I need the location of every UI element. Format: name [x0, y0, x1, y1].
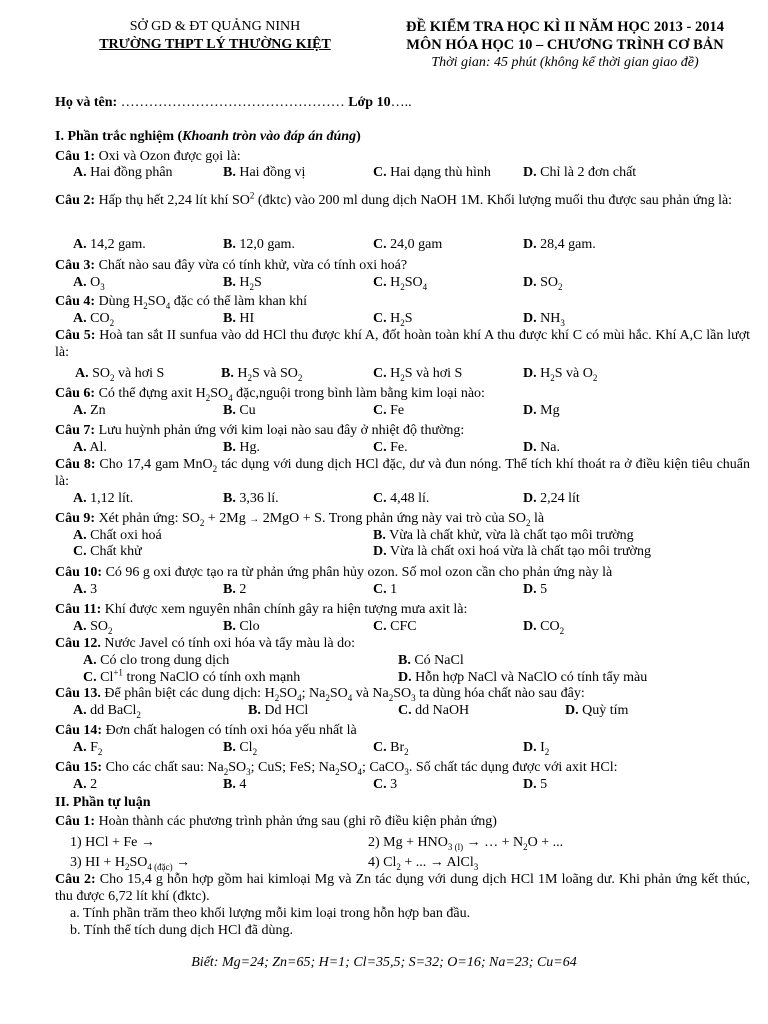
question-2: Câu 2: Hấp thụ hết 2,24 lít khí $SO^2$ (đktc) vào 200 ml dung dịch NaOH 1M. Khối lượng muối thu được sau phản ứng là:: [55, 190, 733, 208]
question-12: Câu 12. Nước Javel có tính oxi hóa và tẩy màu là do:: [55, 636, 355, 651]
question-4: Câu 4: Dùng $H_2SO_4$ đặc có thể làm khan khí: [55, 294, 308, 311]
student-info-line: Họ và tên: ………………………………………… Lớp 10…..: [55, 95, 412, 110]
exam-header: [380, 18, 750, 72]
exam-time: Thời gian: 45 phút (không kể thời gian giao đề): [431, 55, 699, 70]
exam-page: SỞ GD & ĐT QUẢNG NINH TRƯỜNG THPT LÝ THƯỜNG KIỆT ĐỀ KIỂM TRA HỌC KÌ II NĂM HỌC 2013 - 2014 MÔN HÓA HỌC 10 – CHƯƠNG TRÌNH CƠ BẢN Thời gian: 45 phút (không kể thời gian giao đề) Họ và tên: ………………………………………… Lớp 10….. I. Phần trắc nghiệm (Khoanh tròn vào đáp án đúng) Câu 1: Oxi và Ozon được gọi là: A. Hai đồng phân B. Hai đồng vị C. Hai dạng thù hình D. Chỉ là 2 đơn chất Câu 2: Hấp thụ hết 2,24 lít khí $SO^2$ (đktc) vào 200 ml dung dịch NaOH 1M. Khối lượng muối thu được sau phản ứng là: A. 14,2 gam. B. 12,0 gam. C. 24,0 gam D. 28,4 gam. Câu 3: Chất nào sau đây vừa có tính khử, vừa có tính oxi hoá? A. $O_3$ B. $H_2S$ C. $H_2SO_4$ D. $SO_2$ Câu 4: Dùng $H_2SO_4$ đặc có thể làm khan khí A. $CO_2$ B. HI C. $H_2S$ D. $NH_3$ Câu 5: Hoà tan sắt II sunfua vào dd HCl thu được khí A, đốt hoàn toàn khí A thu được khí C có mùi hắc. Khí A,C lần lượt là: A. $SO_2$ và hơi S B. $H_2S$ và $SO_2$ C. $H_2S$ và hơi S D. $H_2S$ và $O_2$ Câu 6: Có thể đựng axit $H_2SO_4$ đặc,nguội trong bình làm bằng kim loại nào: A. Zn B. Cu C. Fe D. Mg Câu 7: Lưu huỳnh phản ứng với kim loại nào sau đây ở nhiệt độ thường: A. Al. B. Hg. C. Fe. D. Na. Câu 8: Cho 17,4 gam MnO$_2$ tác dụng với dung dịch HCl đặc, dư và đun nóng. Thể tích khí thoát ra ở điều kiện tiêu chuẩn là: A. 1,12 lít. B. 3,36 lí. C. 4,48 lí. D. 2,24 lít Câu 9: Xét phản ứng: $SO_2 + 2Mg \to 2MgO + S$. Trong phản ứng này vai trò của $SO_2$ là A. Chất oxi hoá B. Vừa là chất khử, vừa là chất tạo môi trường C. Chất khử D. Vừa là chất oxi hoá vừa là chất tạo môi trường Câu 10: Có 96 g oxi được tạo ra từ phản ứng phân hủy ozon. Số mol ozon cần cho phản ứng này là A. 3 B. 2 C. 1 D. 5 Câu 11: Khí được xem nguyên nhân chính gây ra hiện tượng mưa axit là: A. $SO_2$ B. Clo C. CFC D. $CO_2$ Câu 12. Nước Javel có tính oxi hóa và tẩy màu là do: A. Có clo trong dung dịch B. Có NaCl C. $Cl^{+1}$ trong NaClO có tính oxh mạnh D. Hỗn hợp NaCl và NaClO có tính tẩy màu Câu 13. Để phân biệt các dung dịch: $H_2SO_4$; $Na_2SO_4$ và $Na_2SO_3$ ta dùng hóa chất nào sau đây: A. dd BaCl$_2$ B. Dd HCl C. dd NaOH D. Quỳ tím Câu 14: Đơn chất halogen có tính oxi hóa yếu nhất là A. $F_2$ B. $Cl_2$ C. $Br_2$ D. $I_2$ Câu 15: Cho các chất sau: $Na_2SO_3$; CuS; FeS; $Na_2SO_4$; CaCO$_3$. Số chất tác dụng được với axit HCl: A. 2 B. 4 C. 3 D. 5 II. Phần tự luận Câu 1: Hoàn thành các phương trình phản ứng sau (ghi rõ điều kiện phản ứng) 1) HCl + Fe → 2) $Mg + HNO_{3 (l)}$ → … + $N_2O$ + ... 3) HI + $H_2SO_{4 (đặc)}$ → 4) $Cl_2$ + ... → AlCl$_3$ Câu 2: Cho 15,4 g hỗn hợp gồm hai kimloại Mg và Zn tác dụng với dung dịch HCl 1M loãng dư. Khi phản ứng kết thúc, thu được 6,72 lít khí (đktc). a. Tính phần trăm theo khối lượng mỗi kim loại trong hỗn hợp ban đầu. b. Tính thể tích dung dịch HCl đã dùng. Biết: Mg=24; Zn=65; H=1; Cl=35,5; S=32; O=16; Na=23; Cu=64: [0, 0, 768, 1024]
question-1: Câu 1: Oxi và Ozon được gọi là:: [55, 149, 241, 164]
department-name: SỞ GD & ĐT QUẢNG NINH: [129, 19, 301, 34]
essay-question-2b: b. Tính thể tích dung dịch HCl đã dùng.: [70, 923, 293, 938]
question-8: Câu 8: Cho 17,4 gam MnO$_2$ tác dụng với dung dịch HCl đặc, dư và đun nóng. Thể tích khí thoát ra ở điều kiện tiêu chuẩn là:: [55, 457, 751, 489]
question-13: Câu 13. Để phân biệt các dung dịch: $H_2SO_4$; $Na_2SO_4$ và $Na_2SO_3$ ta dùng hóa chất nào sau đây:: [55, 686, 585, 703]
school-name: TRƯỜNG THPT LÝ THƯỜNG KIỆT: [99, 37, 331, 52]
part2-title: II. Phần tự luận: [55, 795, 151, 810]
exam-title: ĐỀ KIỂM TRA HỌC KÌ II NĂM HỌC 2013 - 2014: [406, 19, 724, 35]
question-6: Câu 6: Có thể đựng axit $H_2SO_4$ đặc,nguội trong bình làm bằng kim loại nào:: [55, 386, 485, 403]
question-9: Câu 9: Xét phản ứng: $SO_2 + 2Mg \to 2MgO + S$. Trong phản ứng này vai trò của $SO_2$ là: [55, 511, 545, 528]
atomic-mass-note: Biết: Mg=24; Zn=65; H=1; Cl=35,5; S=32; O=16; Na=23; Cu=64: [191, 955, 577, 970]
school-header: [60, 18, 370, 54]
essay-question-1: Câu 1: Hoàn thành các phương trình phản ứng sau (ghi rõ điều kiện phản ứng): [55, 814, 497, 829]
question-15: Câu 15: Cho các chất sau: $Na_2SO_3$; CuS; FeS; $Na_2SO_4$; CaCO$_3$. Số chất tác dụng được với axit HCl:: [55, 760, 618, 777]
question-7: Câu 7: Lưu huỳnh phản ứng với kim loại nào sau đây ở nhiệt độ thường:: [55, 423, 465, 438]
exam-subject: MÔN HÓA HỌC 10 – CHƯƠNG TRÌNH CƠ BẢN: [406, 37, 724, 53]
question-11: Câu 11: Khí được xem nguyên nhân chính gây ra hiện tượng mưa axit là:: [55, 602, 468, 617]
question-14: Câu 14: Đơn chất halogen có tính oxi hóa yếu nhất là: [55, 723, 357, 738]
essay-question-2: Câu 2: Cho 15,4 g hỗn hợp gồm hai kimloại Mg và Zn tác dụng với dung dịch HCl 1M loãng dư. Khi phản ứng kết thúc, thu được 6,72 lít khí (đktc).: [55, 872, 751, 904]
part1-title: I. Phần trắc nghiệm (Khoanh tròn vào đáp án đúng): [55, 129, 361, 144]
question-5: Câu 5: Hoà tan sắt II sunfua vào dd HCl thu được khí A, đốt hoàn toàn khí A thu được khí C có mùi hắc. Khí A,C lần lượt là:: [55, 328, 750, 360]
question-10: Câu 10: Có 96 g oxi được tạo ra từ phản ứng phân hủy ozon. Số mol ozon cần cho phản ứng này là: [55, 565, 613, 580]
essay-question-2a: a. Tính phần trăm theo khối lượng mỗi kim loại trong hỗn hợp ban đầu.: [70, 906, 471, 921]
question-3: Câu 3: Chất nào sau đây vừa có tính khử, vừa có tính oxi hoá?: [55, 258, 408, 273]
